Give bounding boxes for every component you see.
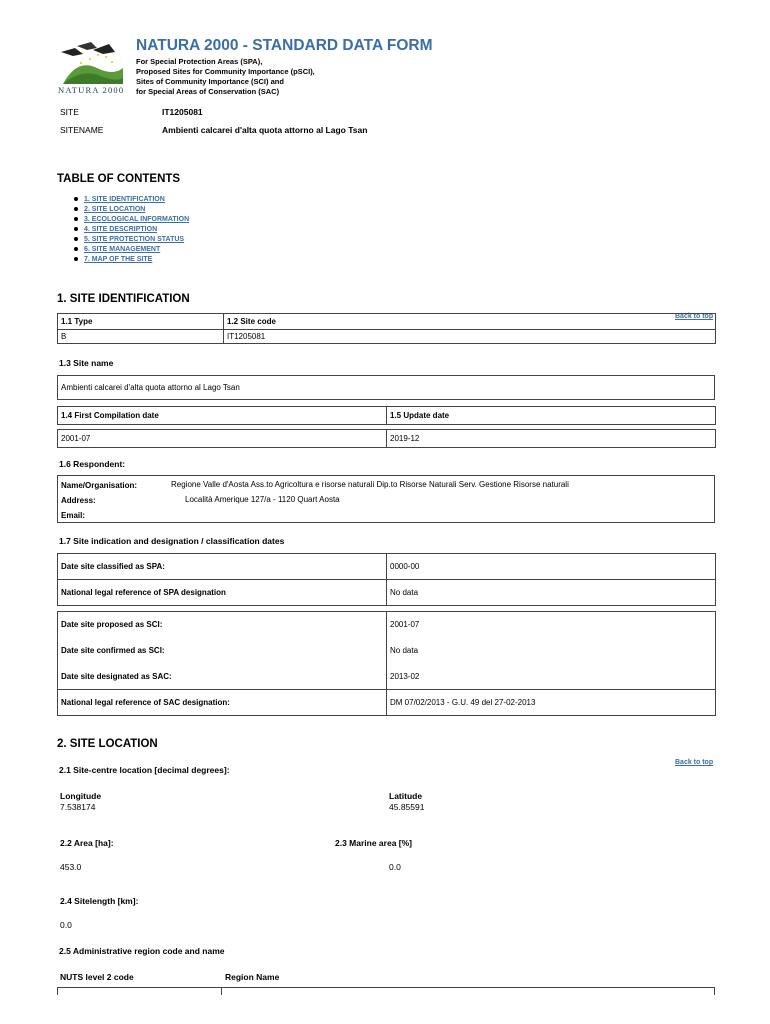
subtitle-line: Sites of Community Importance (SCI) and (136, 77, 284, 86)
sitelength-label: 2.4 Sitelength [km]: (60, 896, 139, 906)
toc-link-site-location[interactable]: 2. SITE LOCATION (84, 206, 146, 213)
address-label: Address: (61, 496, 96, 505)
sac-legal-value: DM 07/02/2013 - G.U. 49 del 27-02-2013 (387, 690, 716, 716)
sac-designated-label: Date site designated as SAC: (58, 664, 387, 690)
toc-item (70, 195, 189, 205)
update-date-value: 2019-12 (387, 430, 716, 448)
section-1-title: 1. SITE IDENTIFICATION (57, 293, 190, 305)
toc-link-site-identification[interactable]: 1. SITE IDENTIFICATION (84, 196, 165, 203)
dates-table (57, 406, 716, 425)
marine-area-label: 2.3 Marine area [%] (335, 838, 413, 848)
toc-item (70, 235, 189, 245)
type-value: B (58, 330, 224, 344)
site-name-label: 1.3 Site name (59, 358, 114, 368)
section-2-title: 2. SITE LOCATION (57, 738, 158, 750)
first-compilation-value: 2001-07 (58, 430, 387, 448)
site-centre-label: 2.1 Site-centre location [decimal degrees]: (59, 765, 230, 775)
toc-list (70, 195, 189, 265)
spa-legal-label: National legal reference of SPA designation (58, 580, 387, 606)
spa-table (57, 553, 716, 606)
toc-link-site-description[interactable]: 4. SITE DESCRIPTION (84, 226, 158, 233)
toc-item (70, 245, 189, 255)
back-to-top-link[interactable]: Back to top (675, 759, 714, 766)
sac-designated-value: 2013-02 (387, 664, 716, 690)
toc-link-map-of-the-site[interactable]: 7. MAP OF THE SITE (84, 256, 153, 263)
latitude-label: Latitude (389, 791, 423, 801)
nuts-code-header: NUTS level 2 code (60, 972, 134, 982)
spa-legal-value: No data (387, 580, 716, 606)
table-right-border (714, 987, 715, 995)
toc-title: TABLE OF CONTENTS (57, 173, 181, 185)
sac-table (57, 611, 716, 716)
toc-item (70, 205, 189, 215)
address-value: Località Amerique 127/a - 1120 Quart Aosta (185, 495, 340, 504)
site-value: IT1205081 (162, 107, 203, 117)
dates-values-table (57, 429, 716, 448)
subtitle-line: for Special Areas of Conservation (SAC) (136, 87, 280, 96)
sci-proposed-value: 2001-07 (387, 612, 716, 638)
sitelength-value: 0.0 (60, 920, 72, 930)
sac-legal-label: National legal reference of SAC designation: (58, 690, 387, 716)
sci-proposed-label: Date site proposed as SCI: (58, 612, 387, 638)
respondent-label: 1.6 Respondent: (59, 459, 126, 469)
toc-item (70, 215, 189, 225)
toc-item (70, 255, 189, 265)
type-label: 1.1 Type (58, 314, 224, 330)
area-label: 2.2 Area [ha]: (60, 838, 114, 848)
table-left-border (57, 987, 58, 995)
admin-region-label: 2.5 Administrative region code and name (59, 946, 225, 956)
latitude-value: 45.85591 (389, 802, 425, 812)
toc-link-site-management[interactable]: 6. SITE MANAGEMENT (84, 246, 161, 253)
subtitle-line: For Special Protection Areas (SPA), (136, 57, 263, 66)
spa-date-label: Date site classified as SPA: (58, 554, 387, 580)
site-name-value: Ambienti calcarei d'alta quota attorno al Lago Tsan (61, 383, 240, 392)
marine-area-value: 0.0 (389, 862, 401, 872)
region-name-header: Region Name (225, 972, 280, 982)
code-value: IT1205081 (224, 330, 716, 344)
sci-confirmed-value: No data (387, 638, 716, 664)
spa-date-value: 0000-00 (387, 554, 716, 580)
toc-item (70, 225, 189, 235)
area-value: 453.0 (60, 862, 82, 872)
sitename-label: SITENAME (60, 125, 104, 135)
organisation-label: Name/Organisation: (61, 481, 138, 490)
respondent-box (57, 475, 715, 523)
table-column-divider (221, 987, 222, 995)
subtitle-line: Proposed Sites for Community Importance (pSCI), (136, 67, 315, 76)
longitude-label: Longitude (60, 791, 102, 801)
toc-link-site-protection-status[interactable]: 5. SITE PROTECTION STATUS (84, 236, 185, 243)
page-subtitle (136, 57, 315, 97)
email-label: Email: (61, 511, 86, 520)
site-label: SITE (60, 107, 79, 117)
sci-confirmed-label: Date site confirmed as SCI: (58, 638, 387, 664)
page-title: NATURA 2000 - STANDARD DATA FORM (136, 37, 433, 54)
code-label: 1.2 Site code (224, 314, 716, 330)
table-top-border (57, 987, 715, 988)
logo-text: NATURA 2000 (58, 85, 125, 95)
designation-label: 1.7 Site indication and designation / classification dates (59, 536, 285, 546)
sitename-value: Ambienti calcarei d'alta quota attorno al Lago Tsan (162, 125, 368, 135)
site-name-box (57, 375, 715, 400)
longitude-value: 7.538174 (60, 802, 96, 812)
type-code-table (57, 313, 716, 344)
organisation-value: Regione Valle d'Aosta Ass.to Agricoltura e risorse naturali Dip.to Risorse Naturali Serv. Gestione Risorse naturali (171, 480, 569, 489)
toc-link-ecological-information[interactable]: 3. ECOLOGICAL INFORMATION (84, 216, 190, 223)
first-compilation-label: 1.4 First Compilation date (58, 407, 387, 425)
update-date-label: 1.5 Update date (387, 407, 716, 425)
back-to-top-link[interactable]: Back to top (675, 313, 714, 320)
